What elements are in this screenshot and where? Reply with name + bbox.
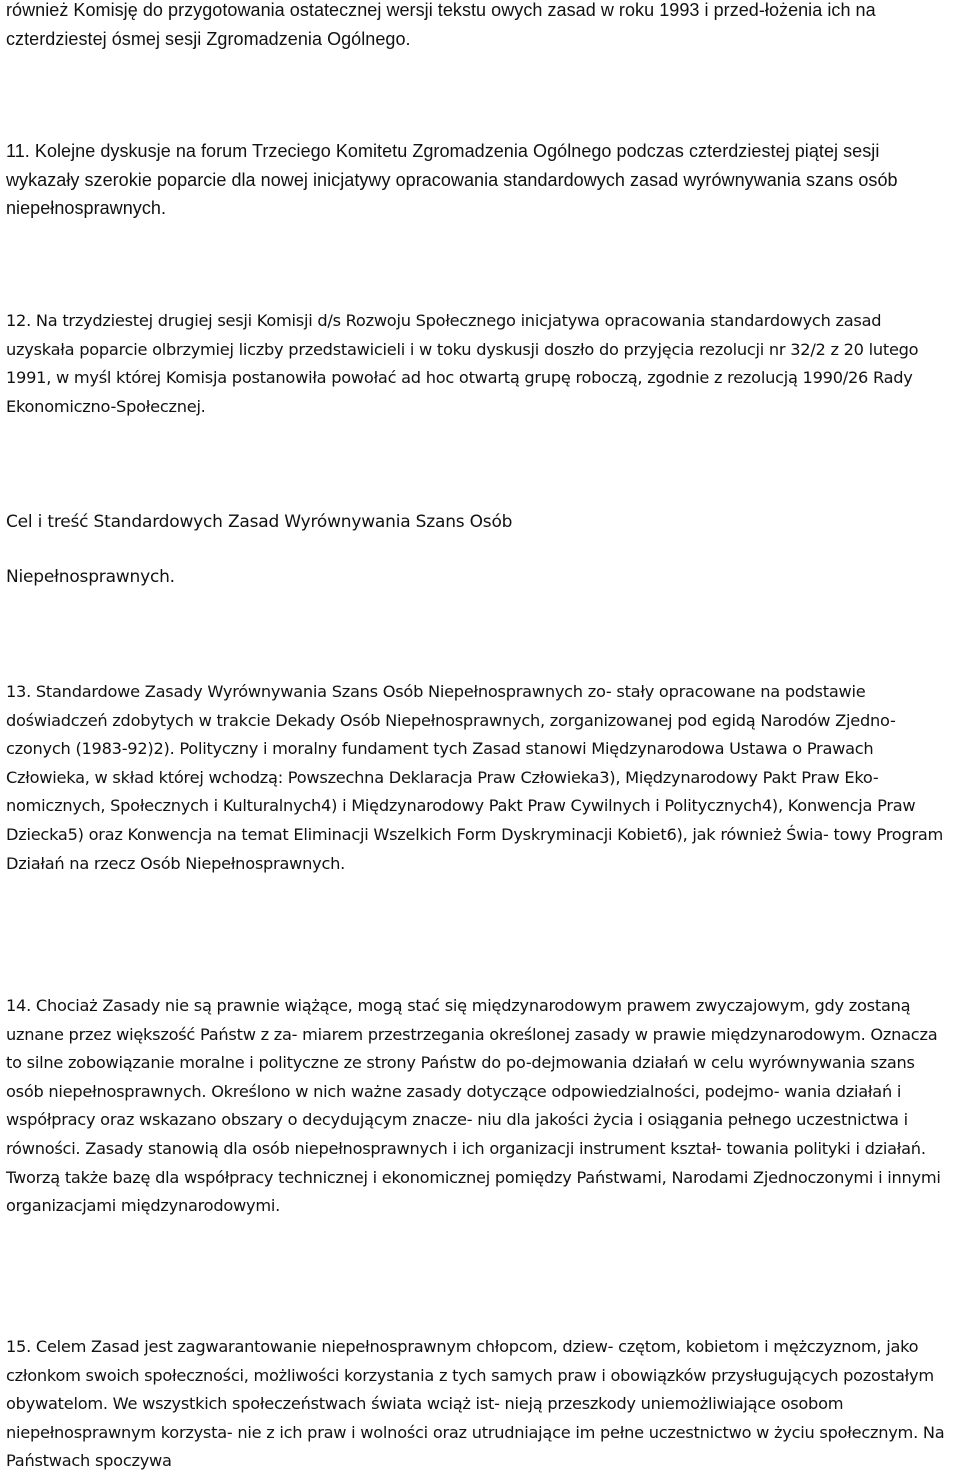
paragraph-14: 14. Chociaż Zasady nie są prawnie wiążące, mogą stać się międzynarodowym prawem zwyczajowym, gdy zostaną uznane przez większość Państw z za- miarem przestrzegania określonej zasady w prawie międzynarodowym. Oznacza to silne zobowiązanie moralne i polityczne ze strony Państw do po-dejmowania działań w celu wyrównywania szans osób niepełnosprawnych. Określono w nich ważne zasady dotyczące odpowiedzialności, podejmo- wania działań i współpracy oraz wskazano obszary o decydującym znacze- niu dla jakości życia i osiągania pełnego uczestnictwa i równości. Zasady stanowią dla osób niepełnosprawnych i ich organizacji instrument kształ- towania polityki i działań. Tworzą także bazę dla współpracy technicznej i ekonomicznej pomiędzy Państwami, Narodami Zjednoczonymi i innymi organizacjami międzynarodowymi. bbox=[6, 996, 941, 1216]
paragraph-12: 12. Na trzydziestej drugiej sesji Komisji d/s Rozwoju Społecznego inicjatywa opracowania standardowych zasad uzyskała poparcie olbrzymiej liczby przedstawicieli i w toku dyskusji doszło do przyjęcia rezolucji nr 32/2 z 20 lutego 1991, w myśl której Komisja postanowiła powołać ad hoc otwartą grupę roboczą, zgodnie z rezolucją 1990/26 Rady Ekonomiczno-Społecznej. bbox=[6, 311, 919, 416]
section-heading-line-1: Cel i treść Standardowych Zasad Wyrównywania Szans Osób bbox=[6, 512, 513, 532]
intro-paragraph: również Komisję do przygotowania ostatecznej wersji tekstu owych zasad w roku 1993 i przed-łożenia ich na czterdziestej ósmej sesji Zgromadzenia Ogólnego. bbox=[6, 0, 876, 49]
paragraph-13: 13. Standardowe Zasady Wyrównywania Szans Osób Niepełnosprawnych zo- stały opracowane na podstawie doświadczeń zdobytych w trakcie Dekady Osób Niepełnosprawnych, zorganizowanej pod egidą Narodów Zjedno- czonych (1983-92)2). Polityczny i moralny fundament tych Zasad stanowi Międzynarodowa Ustawa o Prawach Człowieka, w skład której wchodzą: Powszechna Deklaracja Praw Człowieka3), Międzynarodowy Pakt Praw Eko- nomicznych, Społecznych i Kulturalnych4) i Międzynarodowy Pakt Praw Cywilnych i Politycznych4), Konwencja Praw Dziecka5) oraz Konwencja na temat Eliminacji Wszelkich Form Dyskryminacji Kobiet6), jak również Świa- towy Program Działań na rzecz Osób Niepełnosprawnych. bbox=[6, 682, 944, 873]
paragraph-15: 15. Celem Zasad jest zagwarantowanie niepełnosprawnym chłopcom, dziew- czętom, kobietom i mężczyznom, jako członkom swoich społeczności, możliwości korzystania z tych samych praw i obowiązków przysługujących pozostałym obywatelom. We wszystkich społeczeństwach świata wciąż ist- nieją przeszkody uniemożliwiające osobom niepełnosprawnym korzysta- nie z ich praw i wolności oraz utrudniające im pełne uczestnictwo w życiu społecznym. Na Państwach spoczywa bbox=[6, 1337, 945, 1471]
section-heading-line-2: Niepełnosprawnych. bbox=[6, 567, 175, 587]
paragraph-11: 11. Kolejne dyskusje na forum Trzeciego Komitetu Zgromadzenia Ogólnego podczas czterdziestej piątej sesji wykazały szerokie poparcie dla nowej inicjatywy opracowania standardowych zasad wyrównywania szans osób niepełnosprawnych. bbox=[6, 141, 898, 218]
